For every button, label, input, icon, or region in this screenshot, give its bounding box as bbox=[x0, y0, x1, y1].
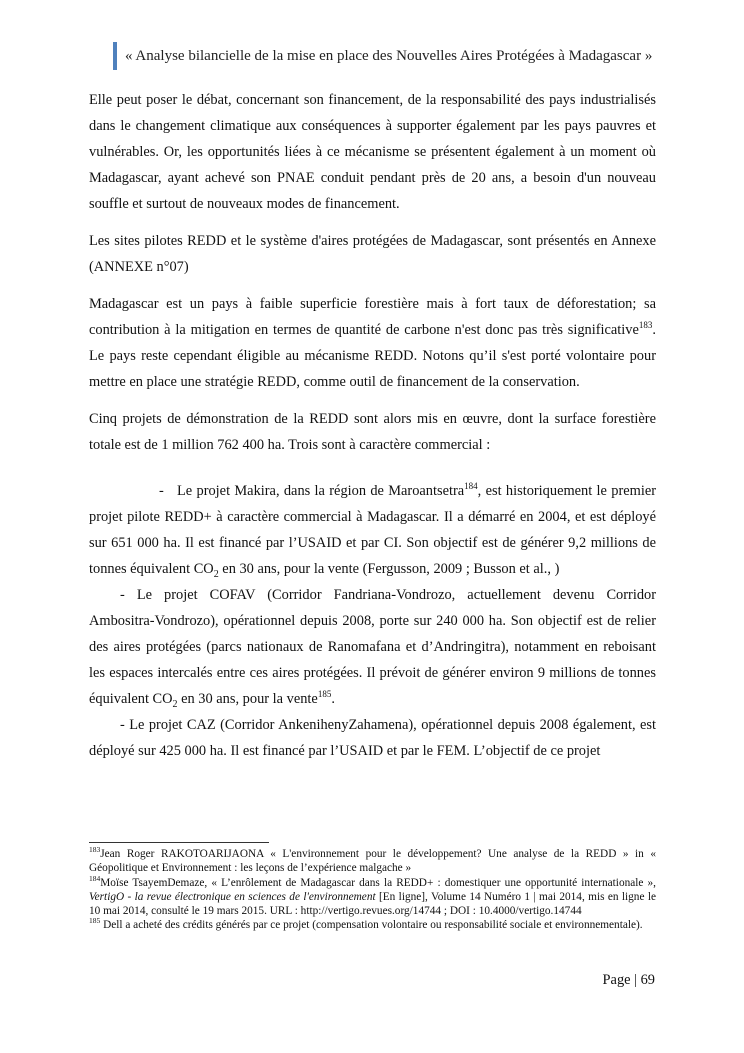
header-title: « Analyse bilancielle de la mise en place des Nouvelles Aires Protégées à Madagascar » bbox=[125, 47, 653, 64]
footnote-183: $^{183}$Jean Roger RAKOTOARIJAONA « L'environnement pour le développement? Une analyse de la REDD » in « Géopolitique et Environnement : les leçons de l’expérience malgache » bbox=[89, 845, 656, 875]
footnote-separator bbox=[89, 842, 269, 843]
list-dash: - bbox=[159, 483, 164, 499]
page-body bbox=[89, 87, 656, 764]
footnote-ref-185[interactable]: 185 bbox=[317, 689, 332, 700]
list-item-makira: - Le projet Makira, dans la région de Maroantsetra$^{184}$, est historiquement le premier projet pilote REDD+ à caractère commercial à Madagascar. Il a démarré en 2004, et est déployé sur 651 000 ha. Il est financé par l’USAID et par CI. Son objectif est de générer 9,2 millions de tonnes équivalent $CO_2$ en 30 ans, pour la vente (Fergusson, 2009 ; Busson et al., ) bbox=[89, 478, 656, 582]
header-accent-bar bbox=[113, 42, 117, 70]
footnotes bbox=[89, 847, 656, 933]
footnote-ref-184[interactable]: 184 bbox=[464, 481, 478, 492]
paragraph-4: Cinq projets de démonstration de la REDD sont alors mis en œuvre, dont la surface forestière totale est de 1 million 762 400 ha. Trois sont à caractère commercial : bbox=[89, 411, 656, 453]
footnote-184: $^{184}$Moïse TsayemDemaze, « L’enrôlement de Madagascar dans la REDD+ : domestiquer une opportunité internationale », VertigO - la revue électronique en sciences de l'environnement [En ligne], Volume 14 Numéro 1 | mai 2014, mis en ligne le 10 mai 2014, consulté le 19 mars 2015. URL : http://vertigo.revues.org/14744 ; DOI : 10.4000/vertigo.14744 bbox=[89, 873, 656, 918]
paragraph-3: Madagascar est un pays à faible superficie forestière mais à fort taux de déforestation; sa contribution à la mitigation en termes de quantité de carbone n'est donc pas très significative$^{183}$. Le pays reste cependant éligible au mécanisme REDD. Notons qu’il s'est porté volontaire pour mettre en place une stratégie REDD, comme outil de financement de la conservation. bbox=[89, 296, 656, 390]
footnote-185: $^{185}$ Dell a acheté des crédits générés par ce projet (compensation volontaire ou responsabilité sociale et environnementale). bbox=[89, 916, 643, 932]
list-item-caz: - Le projet CAZ (Corridor AnkenihenyZahamena), opérationnel depuis 2008 également, est déployé sur 425 000 ha. Il est financé par l’USAID et par le FEM. L’objectif de ce projet bbox=[89, 717, 656, 759]
footnote-ref-183[interactable]: 183 bbox=[638, 320, 653, 331]
page-number: Page | 69 bbox=[602, 972, 655, 988]
list-item-cofav: - Le projet COFAV (Corridor Fandriana-Vondrozo, actuellement devenu Corridor Ambositra-Vondrozo), opérationnel depuis 2008, porte sur 240 000 ha. Son objectif est de relier des aires protégées (parcs nationaux de Ranomafana et d’Andringitra), notamment en reboisant les espaces intercalés entre ces aires protégées. Il prévoit de générer environ 9 millions de tonnes équivalent $CO_2$ en 30 ans, pour la vente$^{185}$. bbox=[89, 587, 656, 710]
paragraph-1: Elle peut poser le débat, concernant son financement, de la responsabilité des pays industrialisés dans le changement climatique aux conséquences à supporter également par les pays pauvres et vulnérables. Or, les opportunités liées à ce mécanisme se présentent également à un moment où Madagascar, ayant achevé son PNAE conduit pendant près de 20 ans, a besoin d'un nouveau souffle et surtout de nouveaux modes de financement. bbox=[89, 92, 656, 212]
paragraph-2: Les sites pilotes REDD et le système d'aires protégées de Madagascar, sont présentés en Annexe (ANNEXE n°07) bbox=[89, 233, 656, 275]
running-header bbox=[113, 42, 652, 70]
